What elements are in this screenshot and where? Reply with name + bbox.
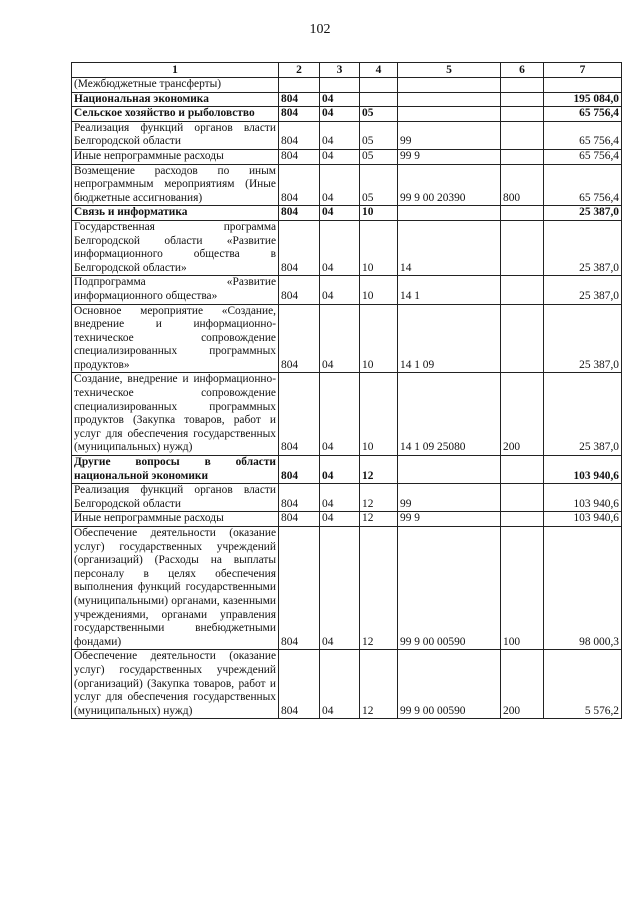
row-code-cell-2: 804 [279, 484, 320, 512]
row-code-cell-3: 04 [320, 484, 360, 512]
row-code-cell-3: 04 [320, 373, 360, 456]
row-code-cell-4: 05 [360, 121, 398, 149]
row-code-cell-6: 800 [501, 164, 544, 206]
table-row [72, 78, 622, 93]
row-code-cell-5 [398, 78, 501, 93]
row-code-cell-5: 14 1 09 25080 [398, 373, 501, 456]
table-row [72, 304, 622, 373]
row-code-cell-6 [501, 304, 544, 373]
row-name-cell: Подпрограмма «Развитие информационного общества» [72, 276, 279, 304]
row-code-cell-7: 103 940,6 [544, 512, 622, 527]
row-code-cell-7: 65 756,4 [544, 107, 622, 122]
row-name-cell: Национальная экономика [72, 92, 279, 107]
row-code-cell-2: 804 [279, 456, 320, 484]
row-code-cell-4: 12 [360, 527, 398, 650]
row-code-cell-3: 04 [320, 512, 360, 527]
row-code-cell-3: 04 [320, 92, 360, 107]
table-row [72, 121, 622, 149]
row-code-cell-7: 195 084,0 [544, 92, 622, 107]
row-code-cell-6 [501, 484, 544, 512]
row-code-cell-6 [501, 78, 544, 93]
row-code-cell-2: 804 [279, 512, 320, 527]
row-code-cell-4: 12 [360, 456, 398, 484]
row-code-cell-4: 12 [360, 650, 398, 719]
row-code-cell-7: 65 756,4 [544, 149, 622, 164]
row-code-cell-2 [279, 78, 320, 93]
row-code-cell-5: 99 [398, 484, 501, 512]
row-name-cell: Обеспечение деятельности (оказание услуг) государственных учреждений (организаций) (Закупка товаров, работ и услуг для обеспечения государственных (муниципальных) нужд) [72, 650, 279, 719]
row-code-cell-6 [501, 276, 544, 304]
row-code-cell-2: 804 [279, 149, 320, 164]
row-code-cell-4 [360, 78, 398, 93]
row-code-cell-2: 804 [279, 107, 320, 122]
row-code-cell-3: 04 [320, 304, 360, 373]
row-code-cell-5 [398, 107, 501, 122]
header-col-2: 2 [279, 63, 320, 78]
row-code-cell-2: 804 [279, 206, 320, 221]
table-row [72, 456, 622, 484]
row-name-cell: Основное мероприятие «Создание, внедрение и информационно-техническое сопровождение специализированных программных продуктов» [72, 304, 279, 373]
row-name-cell: Иные непрограммные расходы [72, 149, 279, 164]
table-row [72, 164, 622, 206]
row-code-cell-5: 14 [398, 220, 501, 275]
row-code-cell-6 [501, 92, 544, 107]
row-code-cell-2: 804 [279, 373, 320, 456]
row-code-cell-4: 12 [360, 484, 398, 512]
row-code-cell-2: 804 [279, 220, 320, 275]
row-code-cell-7 [544, 78, 622, 93]
table-row [72, 484, 622, 512]
row-code-cell-6 [501, 107, 544, 122]
row-code-cell-6 [501, 512, 544, 527]
row-code-cell-4: 10 [360, 276, 398, 304]
row-name-cell: Сельское хозяйство и рыболовство [72, 107, 279, 122]
row-code-cell-4: 10 [360, 304, 398, 373]
row-code-cell-5: 14 1 [398, 276, 501, 304]
row-name-cell: Государственная программа Белгородской области «Развитие информационного общества в Белгородской области» [72, 220, 279, 275]
row-name-cell: (Межбюджетные трансферты) [72, 78, 279, 93]
row-code-cell-4: 12 [360, 512, 398, 527]
row-code-cell-4: 10 [360, 206, 398, 221]
table-row [72, 512, 622, 527]
row-code-cell-6 [501, 121, 544, 149]
table-row [72, 206, 622, 221]
budget-table [71, 62, 622, 719]
row-code-cell-6: 200 [501, 373, 544, 456]
row-code-cell-2: 804 [279, 650, 320, 719]
page-number: 102 [309, 22, 331, 37]
row-code-cell-5 [398, 456, 501, 484]
row-code-cell-2: 804 [279, 92, 320, 107]
row-code-cell-4: 05 [360, 107, 398, 122]
row-name-cell: Другие вопросы в области национальной экономики [72, 456, 279, 484]
row-code-cell-4: 10 [360, 373, 398, 456]
row-code-cell-3: 04 [320, 527, 360, 650]
row-code-cell-7: 65 756,4 [544, 164, 622, 206]
header-col-7: 7 [544, 63, 622, 78]
row-code-cell-7: 25 387,0 [544, 304, 622, 373]
row-code-cell-7: 25 387,0 [544, 206, 622, 221]
row-code-cell-5: 14 1 09 [398, 304, 501, 373]
row-code-cell-3: 04 [320, 456, 360, 484]
row-code-cell-3: 04 [320, 164, 360, 206]
row-code-cell-4: 05 [360, 149, 398, 164]
row-code-cell-3 [320, 78, 360, 93]
row-code-cell-2: 804 [279, 276, 320, 304]
row-code-cell-5: 99 9 [398, 512, 501, 527]
table-row [72, 92, 622, 107]
row-code-cell-2: 804 [279, 121, 320, 149]
row-code-cell-6 [501, 149, 544, 164]
row-code-cell-7: 103 940,6 [544, 456, 622, 484]
row-name-cell: Создание, внедрение и информационно-техническое сопровождение специализированных программных продуктов (Закупка товаров, работ и услуг для обеспечения государственных (муниципальных) нужд) [72, 373, 279, 456]
header-col-6: 6 [501, 63, 544, 78]
table-row [72, 149, 622, 164]
row-code-cell-5: 99 9 [398, 149, 501, 164]
row-code-cell-5: 99 9 00 00590 [398, 650, 501, 719]
table-row [72, 276, 622, 304]
row-name-cell: Реализация функций органов власти Белгородской области [72, 484, 279, 512]
row-code-cell-5: 99 9 00 00590 [398, 527, 501, 650]
row-code-cell-6 [501, 220, 544, 275]
row-code-cell-2: 804 [279, 164, 320, 206]
table-row [72, 373, 622, 456]
table-row [72, 650, 622, 719]
row-code-cell-5 [398, 206, 501, 221]
row-code-cell-7: 25 387,0 [544, 276, 622, 304]
row-code-cell-6: 200 [501, 650, 544, 719]
row-code-cell-7: 65 756,4 [544, 121, 622, 149]
row-code-cell-2: 804 [279, 527, 320, 650]
row-code-cell-2: 804 [279, 304, 320, 373]
row-code-cell-4: 05 [360, 164, 398, 206]
row-code-cell-3: 04 [320, 121, 360, 149]
row-name-cell: Связь и информатика [72, 206, 279, 221]
row-name-cell: Иные непрограммные расходы [72, 512, 279, 527]
table-row [72, 107, 622, 122]
row-name-cell: Возмещение расходов по иным непрограммным мероприятиям (Иные бюджетные ассигнования) [72, 164, 279, 206]
row-code-cell-4: 10 [360, 220, 398, 275]
table-row [72, 527, 622, 650]
row-code-cell-6: 100 [501, 527, 544, 650]
header-col-3: 3 [320, 63, 360, 78]
row-name-cell: Реализация функций органов власти Белгородской области [72, 121, 279, 149]
header-col-4: 4 [360, 63, 398, 78]
row-code-cell-7: 25 387,0 [544, 220, 622, 275]
row-code-cell-3: 04 [320, 276, 360, 304]
row-code-cell-3: 04 [320, 650, 360, 719]
table-row [72, 220, 622, 275]
row-code-cell-5: 99 [398, 121, 501, 149]
header-row [72, 63, 622, 78]
row-code-cell-4 [360, 92, 398, 107]
row-code-cell-5 [398, 92, 501, 107]
row-code-cell-3: 04 [320, 107, 360, 122]
row-name-cell: Обеспечение деятельности (оказание услуг) государственных учреждений (организаций) (Расходы на выплаты персоналу в целях обеспечения выполнения функций государственными (муниципальными) органами, казенными учреждениями, органами управления государственными внебюджетными фондами) [72, 527, 279, 650]
row-code-cell-3: 04 [320, 149, 360, 164]
row-code-cell-7: 98 000,3 [544, 527, 622, 650]
row-code-cell-6 [501, 206, 544, 221]
row-code-cell-5: 99 9 00 20390 [398, 164, 501, 206]
row-code-cell-7: 5 576,2 [544, 650, 622, 719]
header-col-1: 1 [72, 63, 279, 78]
row-code-cell-7: 103 940,6 [544, 484, 622, 512]
row-code-cell-3: 04 [320, 206, 360, 221]
header-col-5: 5 [398, 63, 501, 78]
row-code-cell-3: 04 [320, 220, 360, 275]
row-code-cell-7: 25 387,0 [544, 373, 622, 456]
row-code-cell-6 [501, 456, 544, 484]
